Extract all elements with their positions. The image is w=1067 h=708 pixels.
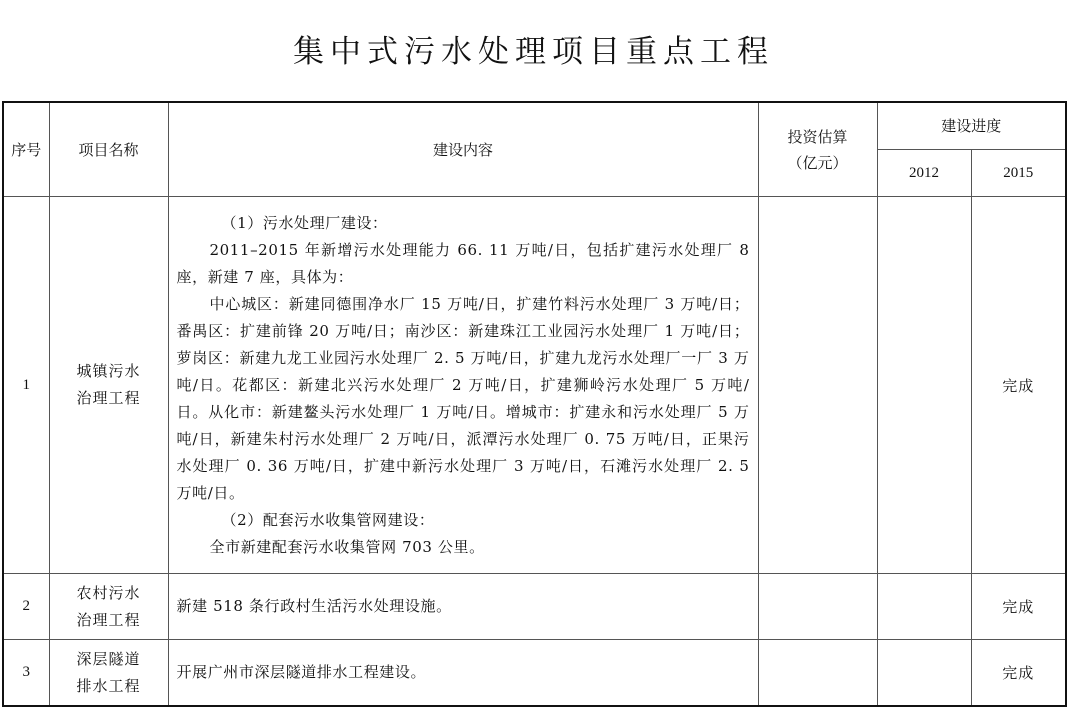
table-row [3, 197, 1066, 574]
content-paragraph: 全市新建配套污水收集管网 703 公里。 [209, 537, 485, 556]
header-year-2012: 2012 [877, 150, 971, 197]
row-project-name-line1: 农村污水 [76, 583, 141, 602]
row-progress-2015: 完成 [971, 640, 1066, 707]
row-investment [758, 640, 877, 707]
table-row [3, 640, 1066, 707]
header-row [3, 102, 1066, 150]
row-project-name [49, 197, 168, 574]
header-year-2015: 2015 [971, 150, 1066, 197]
row-index: 1 [3, 197, 49, 574]
row-investment [758, 197, 877, 574]
row-project-name-line1: 城镇污水 [76, 362, 141, 380]
row-content [168, 640, 758, 707]
content-paragraph: （1）污水处理厂建设： [221, 213, 388, 232]
content-paragraph: 2011–2015 年新增污水处理能力 66. 11 万吨/日，包括扩建污水处理厂 8 座，新建 7 座，具体为： [176, 240, 750, 286]
header-investment-unit: （亿元） [787, 153, 848, 172]
row-progress-2012 [877, 574, 971, 640]
content-paragraph: 中心城区：新建同德围净水厂 15 万吨/日，扩建竹料污水处理厂 3 万吨/日；番禺区：扩建前锋 20 万吨/日；南沙区：新建珠江工业园污水处理厂 1 万吨/日；萝岗区：新建九龙工业园污水处理厂 2. 5 万吨/日，扩建九龙污水处理厂一厂 3 万吨/日。花都区：新建北兴污水处理厂 2 万吨/日，扩建狮岭污水处理厂 5 万吨/日。从化市：新建鳌头污水处理厂 1 万吨/日。增城市：扩建永和污水处理厂 5 万吨/日，新建朱村污水处理厂 2 万吨/日，派潭污水处理厂 0. 75 万吨/日，正果污水处理厂 0. 36 万吨/日，扩建中新污水处理厂 3 万吨/日，石滩污水处理厂 2. 5 万吨/日。 [176, 294, 750, 502]
document-title: 集中式污水处理项目重点工程 [293, 34, 774, 70]
content-paragraph: （2）配套污水收集管网建设： [221, 510, 435, 529]
row-index: 2 [3, 574, 49, 640]
row-progress-2012 [877, 197, 971, 574]
row-progress-2015: 完成 [971, 574, 1066, 640]
header-index: 序号 [3, 102, 49, 197]
row-content [168, 574, 758, 640]
header-name: 项目名称 [49, 102, 168, 197]
row-index: 3 [3, 640, 49, 707]
row-project-name-line1: 深层隧道 [76, 649, 141, 668]
table-row [3, 574, 1066, 640]
content-paragraph: 开展广州市深层隧道排水工程建设。 [176, 663, 427, 681]
header-progress: 建设进度 [877, 102, 1066, 150]
row-project-name-line2: 治理工程 [76, 610, 141, 629]
row-project-name-line2: 排水工程 [76, 676, 141, 695]
row-project-name [49, 640, 168, 707]
row-investment [758, 574, 877, 640]
row-project-name-line2: 治理工程 [76, 389, 141, 407]
row-content [168, 197, 758, 574]
row-project-name [49, 574, 168, 640]
header-investment [758, 102, 877, 197]
projects-table [2, 101, 1067, 707]
row-progress-2012 [877, 640, 971, 707]
header-content: 建设内容 [168, 102, 758, 197]
row-progress-2015: 完成 [971, 197, 1066, 574]
content-paragraph: 新建 518 条行政村生活污水处理设施。 [176, 597, 452, 615]
header-investment-label: 投资估算 [787, 127, 848, 146]
